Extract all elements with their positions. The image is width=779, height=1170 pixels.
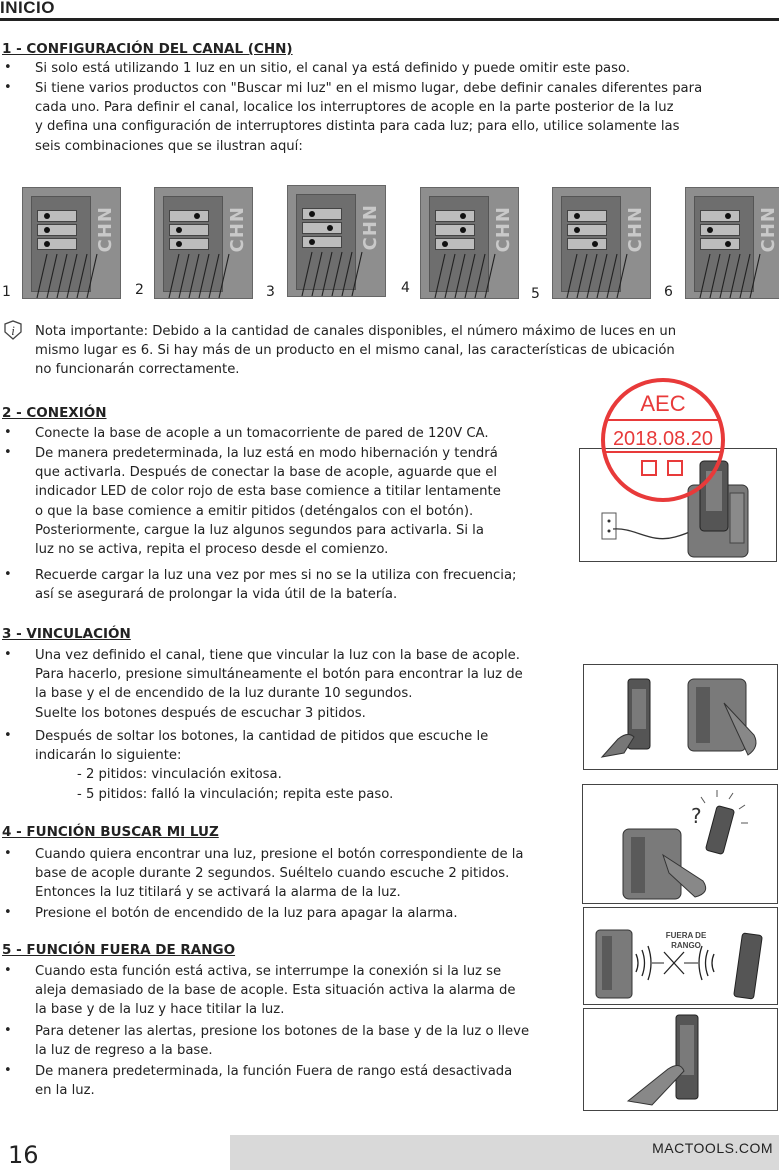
s2-bullet-1 [35,424,489,443]
out-of-range-label-2: RANGO [671,941,701,950]
bullet-dot: • [4,425,12,440]
text-line: luz no se activa, repita el proceso desde el comienzo. [35,542,389,558]
text-line: Posteriormente, cargue la luz algunos segundos para activarla. Si la [35,522,484,538]
s1-bullet-2 [35,79,702,156]
s3-bullet-2 [35,727,488,765]
text-line: Entonces la luz titilará y se activará la alarma de la luz. [35,885,401,901]
text-line: Para hacerlo, presione simultáneamente el botón para encontrar la luz de [35,667,523,683]
result-five-beeps: - 5 pitidos: falló la vinculación; repita este paso. [77,787,394,802]
hatch-line [700,254,710,298]
hatch-line [455,254,465,298]
result-two-beeps: - 2 pitidos: vinculación exitosa. [77,767,282,782]
text-line: Cuando esta función está activa, se interrumpe la conexión si la luz se [35,964,502,979]
hatch-line [322,252,332,296]
text-line: indicador LED de color rojo de esta base comience a titilar lentamente [35,484,501,500]
section-3-heading: 3 - VINCULACIÓN [2,626,131,642]
section-4-heading: 4 - FUNCIÓN BUSCAR MI LUZ [2,824,219,840]
info-icon [2,319,24,341]
text-line: seis combinaciones que se ilustran aquí: [35,138,303,154]
page-number: 16 [8,1141,39,1169]
text-line: Recuerde cargar la luz una vez por mes si no se la utiliza con frecuencia; [35,568,517,583]
hatch-line [617,254,627,298]
s4-bullet-2 [35,904,458,923]
light-button-figure [583,1008,778,1111]
bullet-dot: • [4,1063,12,1078]
text-line: y defina una configuración de interruptores distinta para cada luz; para ello, utilice solamente las [35,119,680,135]
hatch-line [352,252,362,296]
s4-bullet-1 [35,845,524,903]
section-1-heading: 1 - CONFIGURACIÓN DEL CANAL (CHN) [2,41,293,57]
bullet-dot: • [4,846,12,861]
hatch-line [465,254,475,298]
bullet-dot: • [4,445,12,460]
hatch-line [720,254,730,298]
channel-switch-diagram [154,187,253,299]
text-line: De manera predeterminada, la función Fuera de rango está desactivada [35,1064,513,1079]
combination-number: 4 [401,280,410,296]
hatch-line [312,252,322,296]
hatch-line [475,254,485,298]
hatch-line [57,254,67,298]
text-line: así se asegurará de prolongar la vida útil de la batería. [35,587,398,603]
svg-text:i: i [11,323,15,338]
aec-approval-stamp [598,375,728,505]
hatch-line [577,254,587,298]
pairing-figure [583,664,778,770]
text-line: Si solo está utilizando 1 luz en un sitio, el canal ya está definido y puede omitir este paso. [35,61,631,76]
s2-bullet-2 [35,444,501,559]
text-line: cada uno. Para definir el canal, localice los interruptores de acople en la parte posterior de la luz [35,100,674,116]
text-line: Presione el botón de encendido de la luz para apagar la alarma. [35,906,458,921]
text-line: Una vez definido el canal, tiene que vincular la luz con la base de acople. [35,648,520,663]
bullet-dot: • [4,60,12,75]
chn-label: CHN [227,206,248,253]
chn-label: CHN [360,204,381,251]
text-line: la base y el de encendido de la luz durante 10 segundos. [35,686,413,702]
text-line: indicarán lo siguiente: [35,748,182,764]
find-my-light-figure [582,784,778,904]
hatch-line [607,254,617,298]
text-line: Nota importante: Debido a la cantidad de canales disponibles, el número máximo de luces en un [35,324,677,339]
hatch-line [710,254,720,298]
s5-bullet-2 [35,1022,529,1060]
combination-number: 3 [266,284,275,300]
chn-label: CHN [95,206,116,253]
text-line: o que la base comience a emitir pitidos (deténgalos con el botón). [35,503,474,519]
hatch-line [485,254,495,298]
text-line: aleja demasiado de la base de acople. Esta situación activa la alarma de [35,983,516,999]
bullet-dot: • [4,567,12,582]
hatch-line [750,254,760,298]
hatch-line [219,254,229,298]
combination-number: 2 [135,282,144,298]
hatch-line [587,254,597,298]
bullet-dot: • [4,905,12,920]
hatch-line [209,254,219,298]
hatch-line [342,252,352,296]
hatch-line [189,254,199,298]
s3-bullet-1 [35,646,523,723]
important-note [35,322,676,380]
bullet-dot: • [4,80,12,95]
hatch-line [567,254,577,298]
hatch-line [730,254,740,298]
section-2-heading: 2 - CONEXIÓN [2,405,107,421]
hatch-line [169,254,179,298]
channel-switch-diagram [420,187,519,299]
hatch-line [77,254,87,298]
text-line: Después de soltar los botones, la cantidad de pitidos que escuche le [35,729,489,744]
bullet-dot: • [4,647,12,662]
text-line: Para detener las alertas, presione los botones de la base y de la luz o lleve [35,1024,530,1039]
text-line: que activarla. Después de conectar la base de acople, aguarde que el [35,465,498,481]
out-of-range-label-1: FUERA DE [665,931,707,940]
text-line: base de acople durante 2 segundos. Suéltelo cuando escuche 2 pitidos. [35,866,510,882]
hatch-line [37,254,47,298]
hatch-line [87,254,97,298]
footer-brand: MACTOOLS.COM [652,1140,773,1156]
s5-bullet-3 [35,1062,512,1100]
hatch-line [597,254,607,298]
bullet-dot: • [4,963,12,978]
channel-switch-diagram [22,187,121,299]
chn-label: CHN [758,206,779,253]
text-line: mismo lugar es 6. Si hay más de un producto en el mismo canal, las características de ubicación [35,343,675,359]
text-line: Suelte los botones después de escuchar 3 pitidos. [35,705,366,721]
bullet-dot: • [4,1023,12,1038]
text-line: Cuando quiera encontrar una luz, presione el botón correspondiente de la [35,847,524,862]
text-line: en la luz. [35,1083,95,1099]
combination-number: 6 [664,284,673,300]
hatch-line [67,254,77,298]
hatch-line [302,252,312,296]
section-5-heading: 5 - FUNCIÓN FUERA DE RANGO [2,942,236,958]
out-of-range-figure [583,907,778,1005]
s1-bullet-1 [35,59,630,78]
chn-label: CHN [625,206,646,253]
hatch-line [445,254,455,298]
chn-label: CHN [493,206,514,253]
header-rule [0,18,779,21]
bullet-dot: • [4,728,12,743]
text-line: Conecte la base de acople a un tomacorriente de pared de 120V CA. [35,426,489,441]
hatch-line [332,252,342,296]
text-line: no funcionarán correctamente. [35,362,240,378]
s2-bullet-3 [35,566,516,604]
stamp-date: 2018.08.20 [612,428,714,450]
hatch-line [199,254,209,298]
channel-switch-diagram [552,187,651,299]
hatch-line [47,254,57,298]
hatch-line [179,254,189,298]
stamp-org: AEC [640,391,686,416]
combination-number: 5 [531,286,540,302]
hatch-line [435,254,445,298]
hatch-line [740,254,750,298]
text-line: la luz de regreso a la base. [35,1043,213,1059]
channel-switch-diagram [287,185,386,297]
text-line: la base y de la luz y hace titilar la luz. [35,1002,285,1018]
page-header-title: INICIO [0,0,55,17]
combination-number: 1 [2,284,11,300]
question-mark: ? [691,804,702,828]
s5-bullet-1 [35,962,515,1020]
text-line: Si tiene varios productos con "Buscar mi luz" en el mismo lugar, debe definir canales diferentes para [35,81,703,96]
text-line: De manera predeterminada, la luz está en modo hibernación y tendrá [35,446,498,461]
channel-switch-diagram [685,187,779,299]
